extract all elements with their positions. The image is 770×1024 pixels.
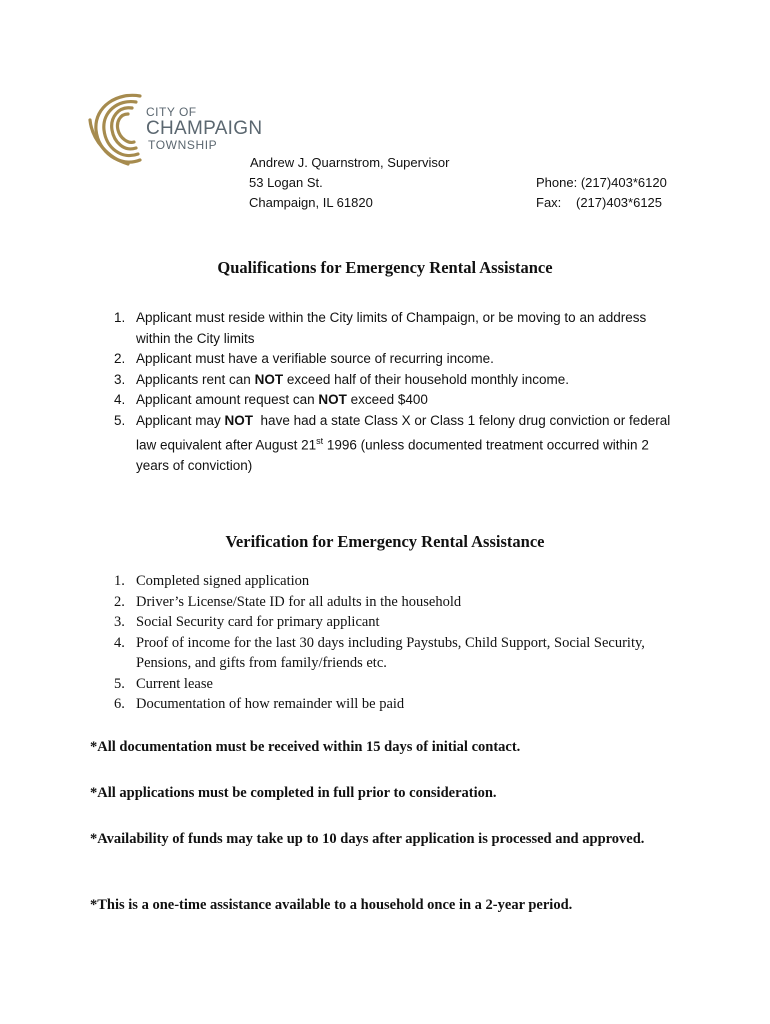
item-number: 6. (114, 696, 125, 712)
item-text-post: exceed $400 (346, 392, 428, 407)
logo-line-champaign: CHAMPAIGN (146, 118, 263, 139)
list-item (114, 694, 674, 715)
city-address: Champaign, IL 61820 (249, 195, 373, 210)
item-text: Documentation of how remainder will be paid (136, 696, 405, 712)
item-text: Current lease (136, 675, 213, 692)
list-item (114, 349, 674, 370)
item-text-pre: Applicants rent can (136, 371, 255, 387)
fax-label: Fax: (536, 195, 562, 210)
list-item (114, 411, 674, 477)
item-number: 4. (114, 634, 125, 651)
item-number: 5. (114, 412, 126, 428)
list-item (114, 308, 674, 349)
supervisor-name: Andrew J. Quarnstrom, Supervisor (250, 155, 450, 170)
item-text-post: 1996 (unless documented treatment occurred within 2 years of conviction) (136, 437, 649, 473)
logo-line-township: TOWNSHIP (148, 138, 218, 152)
item-text: Completed signed application (136, 573, 310, 589)
logo-line-city-of: CITY OF (146, 105, 197, 119)
item-number: 5. (114, 675, 125, 692)
list-item (114, 592, 674, 613)
item-number: 4. (114, 392, 126, 407)
logo-wordmark (146, 106, 262, 152)
item-number: 3. (114, 614, 125, 630)
item-text-post: exceed half of their household monthly income. (283, 371, 569, 387)
verification-list (114, 571, 674, 715)
item-text-pre: Applicant amount request can (136, 392, 319, 407)
qualifications-title: Qualifications for Emergency Rental Assistance (217, 258, 553, 277)
fax-number: (217)403*6125 (576, 195, 663, 210)
list-item (114, 390, 674, 411)
item-text: Applicant must reside within the City limits of Champaign, or be moving to an address within the City limits (136, 310, 647, 346)
verification-title: Verification for Emergency Rental Assistance (225, 532, 545, 551)
list-item (114, 674, 674, 695)
list-item (114, 612, 674, 633)
phone-number: Phone: (217)403*6120 (536, 175, 667, 190)
street-address: 53 Logan St. (249, 175, 323, 190)
item-number: 1. (114, 310, 126, 325)
qualifications-list (114, 308, 674, 477)
item-number: 2. (114, 593, 125, 610)
item-text: Applicant must have a verifiable source of recurring income. (136, 351, 494, 366)
list-item (114, 633, 674, 674)
ordinal-suffix: st (316, 436, 324, 446)
item-text: Driver’s License/State ID for all adults in the household (136, 593, 462, 610)
emphasis-not: NOT (318, 392, 347, 407)
note-complete-application: *All applications must be completed in full prior to consideration. (90, 785, 497, 801)
item-number: 2. (114, 351, 126, 366)
city-of-champaign-township-logo (88, 90, 263, 170)
item-text: Proof of income for the last 30 days including Paystubs, Child Support, Social Security, Pensions, and gifts from family/friends etc. (136, 634, 645, 671)
list-item (114, 370, 674, 391)
list-item (114, 571, 674, 592)
note-one-time-assistance: *This is a one-time assistance available to a household once in a 2-year period. (90, 897, 573, 913)
emphasis-not: NOT (224, 412, 254, 428)
item-number: 1. (114, 573, 125, 589)
swirl-logo-icon (88, 90, 148, 170)
emphasis-not: NOT (254, 371, 284, 387)
note-funds-availability: *Availability of funds may take up to 10 days after application is processed and approved. (90, 831, 645, 847)
item-number: 3. (114, 371, 126, 387)
item-text-mid: have had a state Class X or Class 1 felony drug conviction or federal law equivalent after August 21 (136, 412, 675, 453)
item-text-pre: Applicant may (136, 412, 225, 428)
note-documentation-deadline: *All documentation must be received within 15 days of initial contact. (90, 739, 521, 755)
item-text: Social Security card for primary applicant (136, 614, 380, 630)
